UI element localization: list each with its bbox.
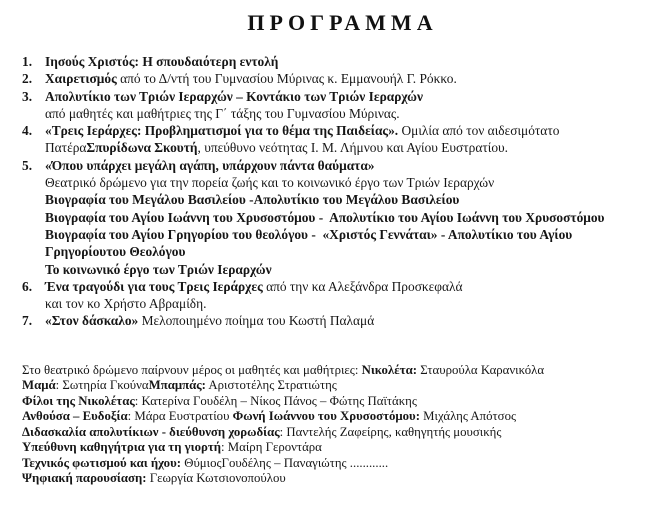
text-segment: Μαμά — [22, 378, 56, 393]
text-segment: Ιησούς Χριστός: Η σπουδαιότερη εντολή — [45, 54, 279, 69]
text-segment: και τον κο Χρήστο Αβραμίδη. — [45, 296, 207, 312]
item-content — [45, 312, 663, 329]
item-number: 4. — [22, 123, 33, 139]
credit-line — [22, 409, 663, 425]
item-number: 1. — [22, 54, 33, 69]
text-segment: Διδασκαλία απολυτίκιων - διεύθυνση χορωδίας — [22, 424, 280, 439]
page-title: ΠΡΟΓΡΑΜΜΑ — [247, 10, 438, 35]
text-segment: : Μάρα Ευστρατίου — [127, 409, 233, 424]
credit-line — [22, 471, 663, 487]
item-content — [45, 278, 663, 313]
text-segment: : Παντελής Ζαφείρης, καθηγητής μουσικής — [279, 424, 502, 439]
item-line — [45, 53, 663, 70]
program-item — [22, 70, 663, 87]
item-line — [45, 243, 663, 260]
item-content — [45, 88, 663, 123]
text-segment: Μιχάλης Απότσος — [419, 409, 517, 424]
text-segment: : Σωτηρία Γκούνα — [55, 378, 149, 393]
item-line — [45, 312, 663, 329]
text-segment: «Στον δάσκαλο» — [45, 313, 139, 329]
item-line — [45, 278, 663, 295]
item-line — [45, 174, 663, 191]
text-segment: Πατέρα — [45, 140, 87, 156]
item-number: 2. — [22, 71, 33, 87]
credit-line — [22, 363, 663, 379]
credit-line — [22, 378, 663, 394]
item-content — [45, 157, 663, 278]
text-segment: Μελοποιημένο ποίημα του Κωστή Παλαμά — [138, 313, 375, 329]
item-line — [45, 122, 663, 139]
item-content — [45, 53, 663, 70]
program-item — [22, 278, 663, 313]
credit-line — [22, 440, 663, 456]
text-segment: , υπεύθυνο νεότητας Ι. Μ. Λήμνου και Αγίου Ευστρατίου. — [197, 140, 509, 156]
item-line — [45, 209, 663, 226]
text-segment: από την κα Αλεξάνδρα Προσκεφαλά — [262, 278, 463, 294]
item-line — [45, 139, 663, 156]
item-line — [45, 226, 663, 243]
text-segment: Φίλοι της Νικολέτας — [22, 393, 135, 408]
text-segment: Τεχνικός φωτισμού και ήχου: — [22, 455, 181, 470]
credit-line — [22, 425, 663, 441]
text-segment: Στο θεατρικό δρώμενο παίρνουν μέρος οι μαθητές και μαθήτριες: — [22, 362, 362, 377]
text-segment: Σπυρίδωνα Σκουτή — [86, 140, 198, 156]
text-segment: Αριστοτέλης Στρατιώτης — [205, 378, 337, 393]
text-segment: Φωνή Ιωάννου του Χρυσοστόμου: — [232, 409, 420, 424]
text-segment: από μαθητές και μαθήτριες της Γ΄ τάξης του Γυμνασίου Μύρινας. — [45, 105, 400, 121]
program-list — [22, 53, 663, 330]
credit-line — [22, 456, 663, 472]
program-item — [22, 157, 663, 278]
text-segment: από το Δ/ντή του Γυμνασίου Μύρινας κ. Εμμανουήλ Γ. Ρόκκο. — [116, 71, 457, 87]
text-segment: Βιογραφία του Αγίου Γρηγορίου του θεολόγου - «Χριστός Γεννάται» - Απολυτίκιο του Αγίου — [45, 226, 573, 242]
text-segment: Γρηγορίουτου Θεολόγου — [45, 244, 186, 260]
text-segment: «Όπου υπάρχει μεγάλη αγάπη, υπάρχουν πάντα θαύματα» — [45, 157, 375, 173]
credits-block — [22, 363, 663, 487]
item-line — [45, 191, 663, 208]
program-item — [22, 312, 663, 329]
text-segment: Το κοινωνικό έργο των Τριών Ιεραρχών — [45, 261, 272, 277]
program-item — [22, 88, 663, 123]
item-number: 6. — [22, 278, 33, 294]
program-item — [22, 122, 663, 157]
text-segment: Ένα τραγούδι για τους Τρεις Ιεράρχες — [45, 278, 263, 294]
text-segment: ΘύμιοςΓουδέλης – Παναγιώτης ............ — [181, 455, 389, 470]
text-segment: Θεατρικό δρώμενο για την πορεία ζωής και το κοινωνικό έργο των Τριών Ιεραρχών — [45, 175, 495, 191]
item-number: 5. — [22, 157, 33, 173]
text-segment: Μπαμπάς: — [148, 378, 206, 393]
text-segment: Γεωργία Κωτσιονοπούλου — [146, 471, 286, 486]
item-number: 3. — [22, 88, 33, 104]
item-number: 7. — [22, 313, 33, 329]
text-segment: «Τρεις Ιεράρχες: Προβληματισμοί για το θέμα της Παιδείας». — [45, 123, 399, 139]
text-segment: Ανθούσα – Ευδοξία — [22, 409, 128, 424]
text-segment: Νικολέτα: — [361, 362, 417, 377]
text-segment: Βιογραφία του Μεγάλου Βασιλείου -Απολυτίκιο του Μεγάλου Βασιλείου — [45, 192, 460, 208]
item-line — [45, 88, 663, 105]
text-segment: Ψηφιακή παρουσίαση: — [22, 471, 147, 486]
credit-line — [22, 394, 663, 410]
text-segment: Απολυτίκιο των Τριών Ιεραρχών – Κοντάκιο των Τριών Ιεραρχών — [45, 88, 423, 104]
text-segment: Υπεύθυνη καθηγήτρια για τη γιορτή — [22, 440, 222, 455]
text-segment: Χαιρετισμός — [45, 71, 117, 87]
text-segment: Σταυρούλα Καρανικόλα — [417, 362, 545, 377]
item-content — [45, 122, 663, 157]
text-segment: : Κατερίνα Γουδέλη – Νίκος Πάνος – Φώτης Παϊτάκης — [134, 393, 417, 408]
item-content — [45, 70, 663, 87]
item-line — [45, 261, 663, 278]
item-line — [45, 295, 663, 312]
text-segment: Βιογραφία του Αγίου Ιωάννη του Χρυσοστόμου - Απολυτίκιο του Αγίου Ιωάννη του Χρυσοστόμου — [45, 209, 605, 225]
text-segment: Ομιλία από τον αιδεσιμότατο — [398, 123, 560, 139]
text-segment: : Μαίρη Γεροντάρα — [221, 440, 322, 455]
item-line — [45, 157, 663, 174]
item-line — [45, 70, 663, 87]
program-item — [22, 53, 663, 70]
item-line — [45, 105, 663, 122]
